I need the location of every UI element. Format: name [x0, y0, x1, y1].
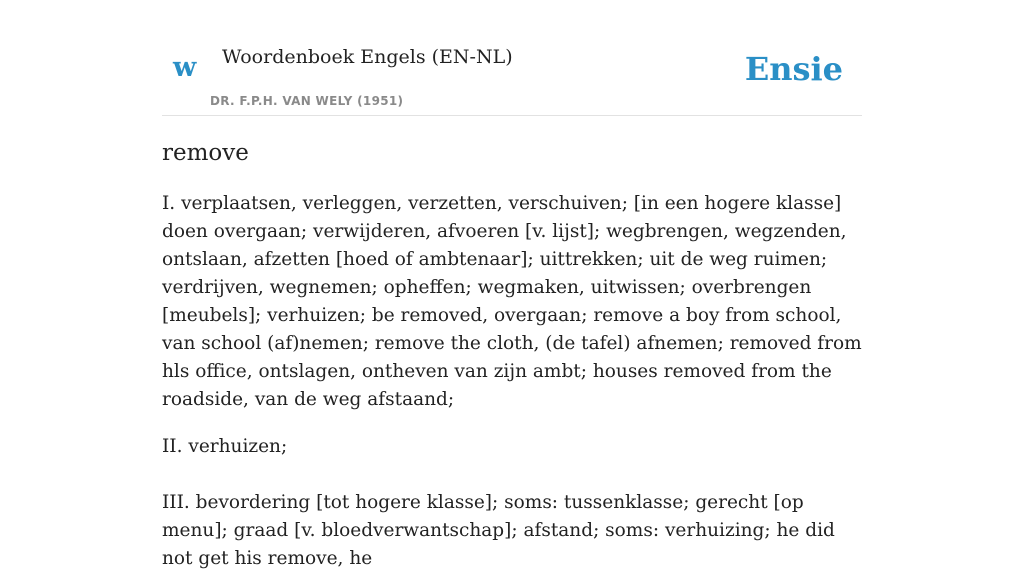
dictionary-title[interactable]: Woordenboek Engels (EN-NL) — [222, 46, 513, 68]
dictionary-author: DR. F.P.H. VAN WELY (1951) — [210, 94, 404, 108]
dictionary-logo-icon[interactable]: w — [173, 52, 197, 83]
entry-sense-3: III. bevordering [tot hogere klasse]; soms: tussenklasse; gerecht [op menu]; graad [v. bloedverwantschap]; afstand; soms: verhuizing; he did not get his remove, he — [162, 492, 835, 569]
page — [162, 0, 862, 573]
brand-logo-link[interactable]: Ensie — [744, 50, 843, 88]
entry-sense-2: II. verhuizen; — [162, 436, 288, 457]
header — [162, 0, 862, 116]
entry-headword: remove — [162, 140, 249, 166]
entry-sense-1: I. verplaatsen, verleggen, verzetten, verschuiven; [in een hogere klasse] doen overgaan; verwijderen, afvoeren [v. lijst]; wegbrengen, wegzenden, ontslaan, afzetten [hoed of ambtenaar]; uittrekken; uit de weg ruimen; verdrijven, wegnemen; opheffen; wegmaken, uitwissen; overbrengen [meubels]; verhuizen; be removed, overgaan; remove a boy from school, van school (af)nemen; remove the cloth, (de tafel) afnemen; removed from hls office, ontslagen, ontheven van zijn ambt; houses removed from the roadside, van de weg afstaand; — [162, 193, 862, 410]
